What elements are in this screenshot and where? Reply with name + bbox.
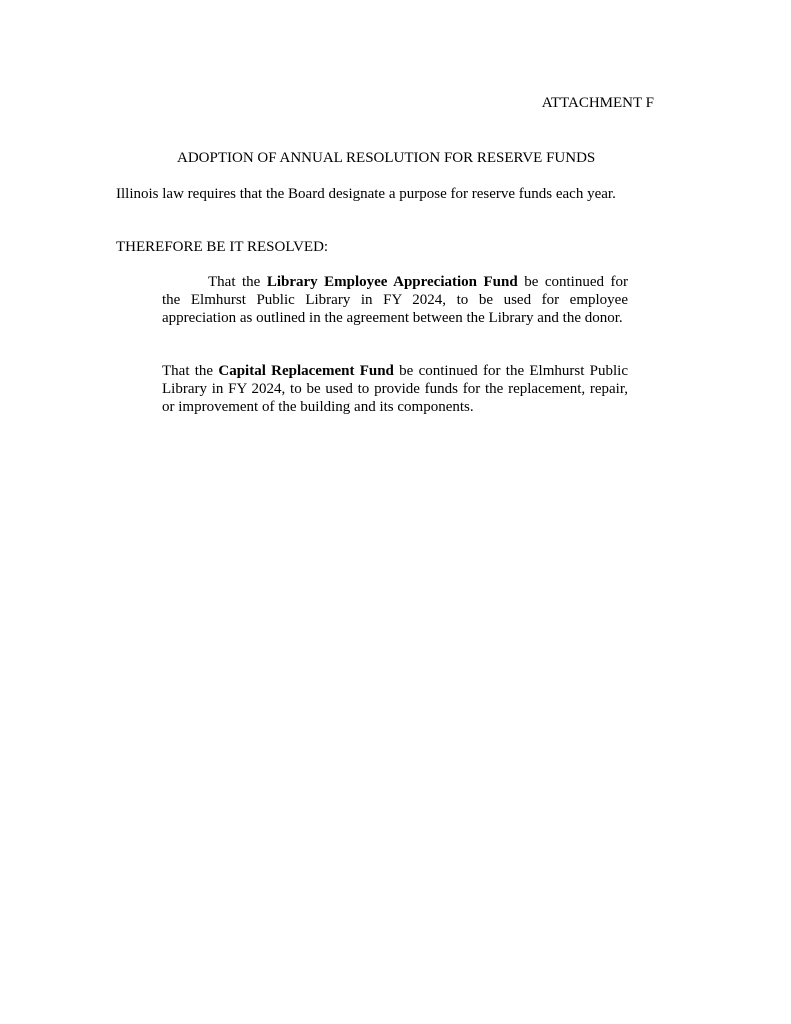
resolution-paragraph-capital-fund [162,362,628,416]
intro-paragraph: Illinois law requires that the Board designate a purpose for reserve funds each year. [116,186,616,202]
resolution-paragraph-employee-fund [162,273,628,327]
paragraph1-lead-text: That the [208,274,267,290]
attachment-label: ATTACHMENT F [541,95,654,111]
paragraph2-lead-text: That the [162,363,219,379]
paragraph1-body-text: be continued for the Elmhurst Public Library in FY 2024, to be used for employee appreciation as outlined in the agreement between the Library and the donor. [162,274,628,326]
document-title: ADOPTION OF ANNUAL RESOLUTION FOR RESERVE FUNDS [177,150,596,166]
paragraph2-body-text: be continued for the Elmhurst Public Library in FY 2024, to be used to provide funds for the replacement, repair, or improvement of the building and its components. [162,363,628,415]
capital-replacement-fund-name: Capital Replacement Fund [218,363,394,379]
resolved-heading: THEREFORE BE IT RESOLVED: [116,239,329,255]
employee-appreciation-fund-name: Library Employee Appreciation Fund [266,274,518,290]
